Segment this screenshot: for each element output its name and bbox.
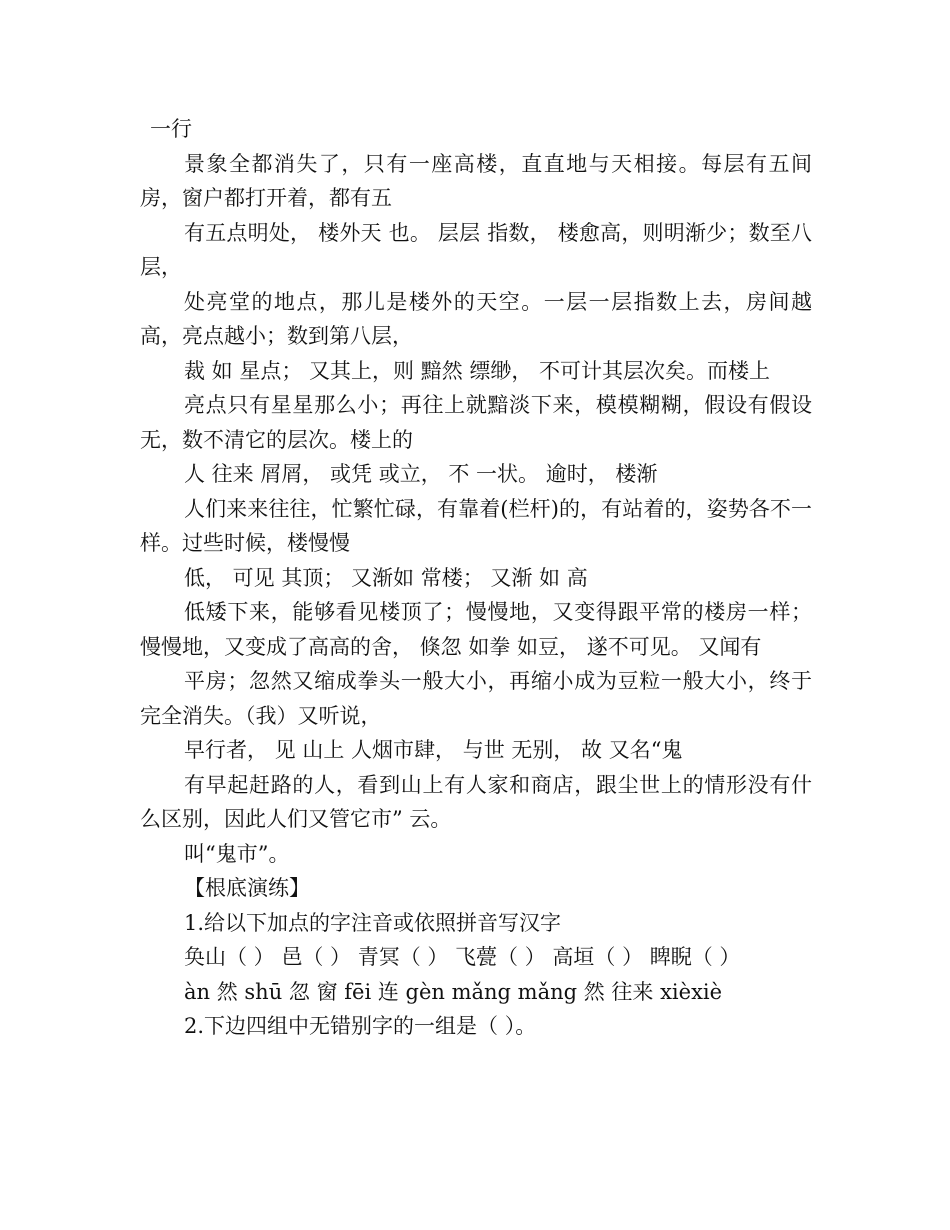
text-paragraph: 人们来来往往，忙繁忙碌，有靠着(栏杆)的，有站着的，姿势各不一样。过些时候，楼慢慢	[140, 496, 812, 555]
text-line: 一行	[150, 117, 192, 141]
text-paragraph: 处亮堂的地点，那儿是楼外的天空。一层一层指数上去，房间越高，亮点越小；数到第八层，	[140, 289, 812, 348]
question-2: 2.下边四组中无错别字的一组是（ ）。	[184, 1014, 537, 1038]
text-paragraph: 有五点明处， 楼外天 也。 层层 指数， 楼愈高，则明渐少；数至八层，	[140, 220, 812, 279]
text-paragraph: 亮点只有星星那么小；再往上就黯淡下来，模模糊糊，假设有假设无，数不清它的层次。楼上的	[140, 393, 812, 452]
question-1-items: 奂山（ ） 邑（ ） 青冥（ ） 飞甍（ ） 高垣（ ） 睥睨（ ）	[184, 945, 741, 969]
text-paragraph: 裁 如 星点； 又其上，则 黯然 缥缈， 不可计其层次矣。而楼上	[184, 358, 771, 383]
question-1: 1.给以下加点的字注音或依照拼音写汉字	[184, 910, 562, 935]
text-line: 早行者， 见 山上 人烟市肆， 与世 无别， 故 又名“鬼	[184, 738, 683, 762]
text-paragraph: 低矮下来，能够看见楼顶了；慢慢地，又变得跟平常的楼房一样；慢慢地，又变成了高高的舍， 倏忽 如拳 如豆， 遂不可见。 又闻有	[140, 600, 812, 659]
text-paragraph: 平房；忽然又缩成拳头一般大小，再缩小成为豆粒一般大小，终于完全消失。（我）又听说，	[140, 669, 812, 728]
text-line: 人 往来 屑屑， 或凭 或立， 不 一状。 逾时， 楼渐	[184, 462, 658, 486]
question-1-pinyin: àn 然 shū 忽 窗 fēi 连 gèn mǎng mǎng 然 往来 xièxiè	[184, 979, 723, 1004]
document-page	[140, 112, 812, 1044]
text-line: 叫“鬼市”。	[184, 841, 290, 866]
text-paragraph: 景象全都消失了，只有一座高楼，直直地与天相接。每层有五间房，窗户都打开着，都有五	[140, 151, 812, 210]
text-paragraph: 有早起赶路的人，看到山上有人家和商店，跟尘世上的情形没有什么区别，因此人们又管它市” 云。	[140, 772, 812, 831]
section-heading: 【根底演练】	[184, 876, 310, 900]
text-line: 低， 可见 其顶； 又渐如 常楼； 又渐 如 高	[184, 565, 588, 590]
